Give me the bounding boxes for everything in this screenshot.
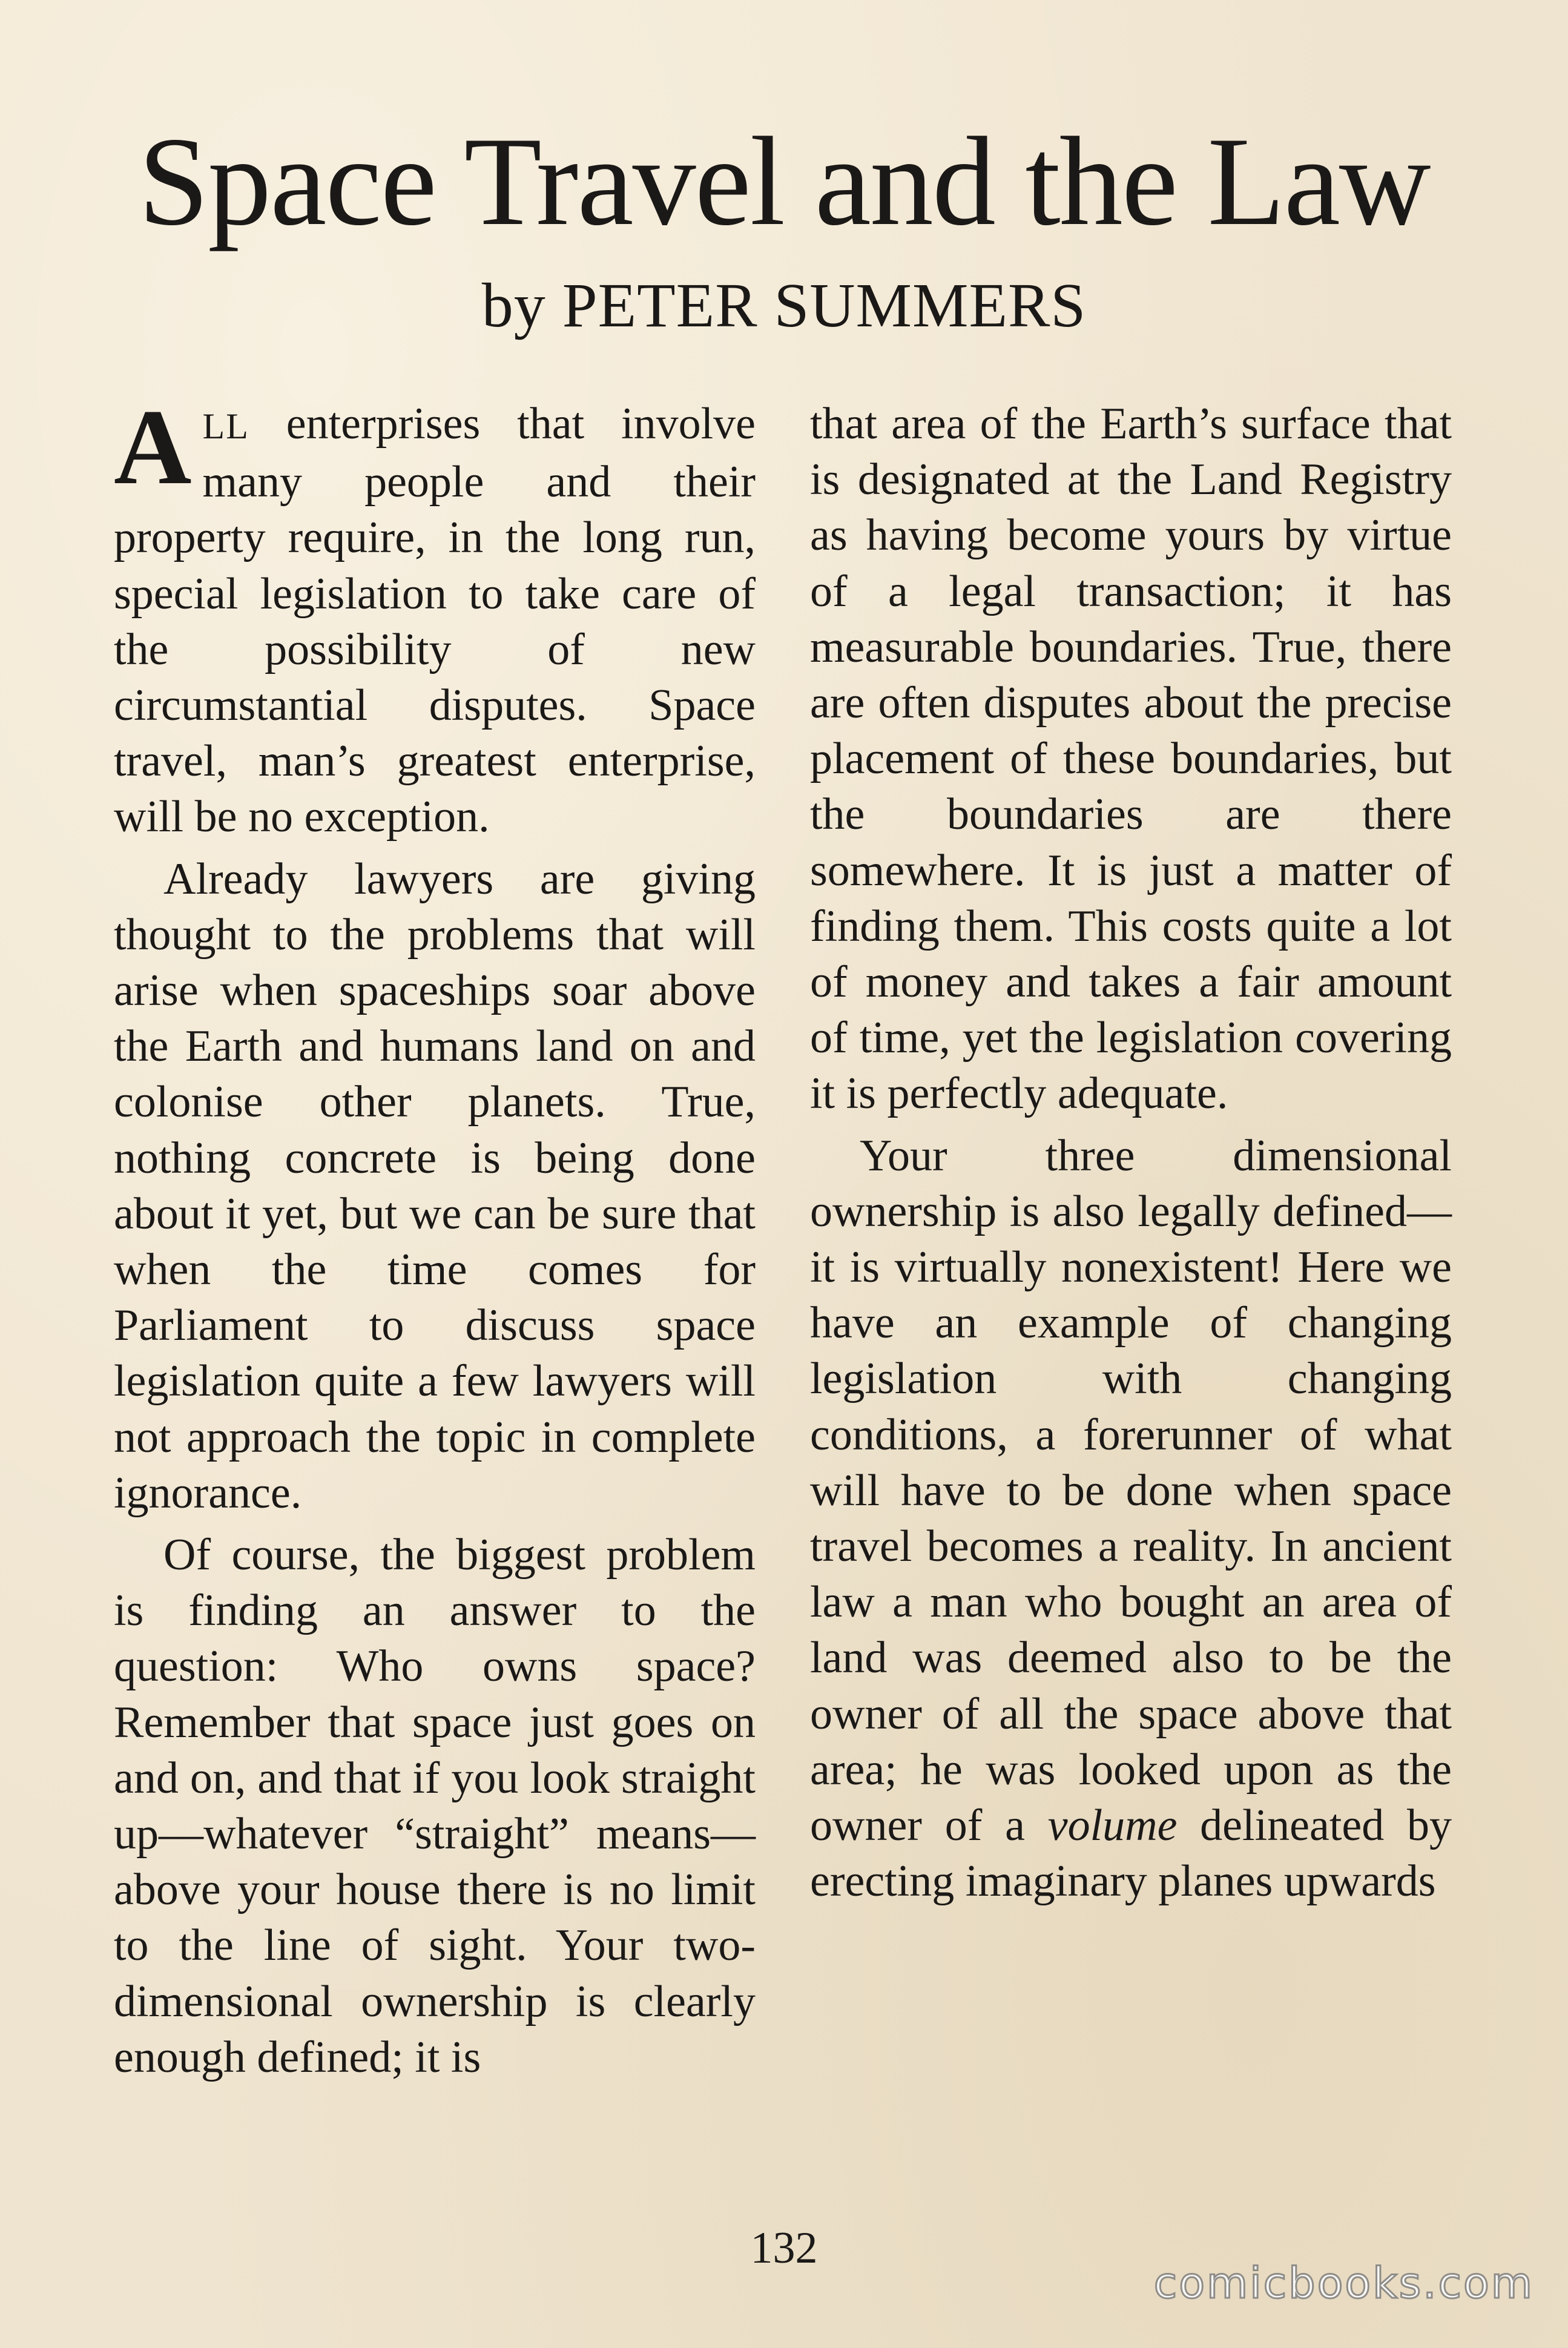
drop-cap: A [114, 387, 192, 507]
text-column-left [114, 387, 756, 2085]
paragraph-2: Already lawyers are giving thought to the problems that will arise when spaceships soar above the Earth and humans land on and colonise other planets. True, nothing concrete is being done about it yet, but we can be sure that when the time comes for Parliament to discuss space legislation quite a few lawyers will not approach the topic in complete ignorance. [114, 854, 756, 1518]
paragraph-1-text: enterprises that involve many people and their property require, in the long run, special legislation to take care of the possibility of new circumstantial disputes. Space travel, man’s greatest enterprise, will be no exception. [114, 399, 756, 842]
drop-cap-smallcaps: LL [202, 406, 249, 446]
article-title: Space Travel and the Law [138, 111, 1430, 252]
article-byline: by PETER SUMMERS [481, 271, 1087, 340]
paragraph-5-text: Your three dimensional ownership is also legally defined—it is virtually nonexistent! Here we have an example of changing legislation with changing conditions, a forerunner of what will have to be done when space travel becomes a reality. In ancient law a man who bought an area of land was deemed also to be the owner of all the space above that area; he was looked upon as the owner of a [810, 1130, 1452, 1851]
paragraph-4: that area of the Earth’s surface that is designated at the Land Registry as having become yours by virtue of a legal transaction; it has measurable boundaries. True, there are often disputes about the precise placement of these boundaries, but the boundaries are there somewhere. It is just a matter of finding them. This costs quite a lot of money and takes a fair amount of time, yet the legislation covering it is perfectly adequate. [810, 399, 1452, 1119]
paragraph-1 [114, 387, 756, 845]
paragraph-5-italic: volume [1047, 1801, 1178, 1851]
page-number: 132 [750, 2223, 818, 2273]
paragraph-3: Of course, the biggest problem is finding an answer to the question: Who owns space? Remember that space just goes on and on, and that if you look straight up—whatever “straight” means—above your house there is no limit to the line of sight. Your two-dimensional ownership is clearly enough defined; it is [114, 1530, 756, 2082]
paragraph-5 [810, 1128, 1452, 1910]
paragraph-5-end: delineated by erecting imaginary planes upwards [810, 1801, 1452, 1907]
text-column-right [810, 396, 1452, 1909]
watermark: comicbooks.com [1153, 2258, 1534, 2308]
